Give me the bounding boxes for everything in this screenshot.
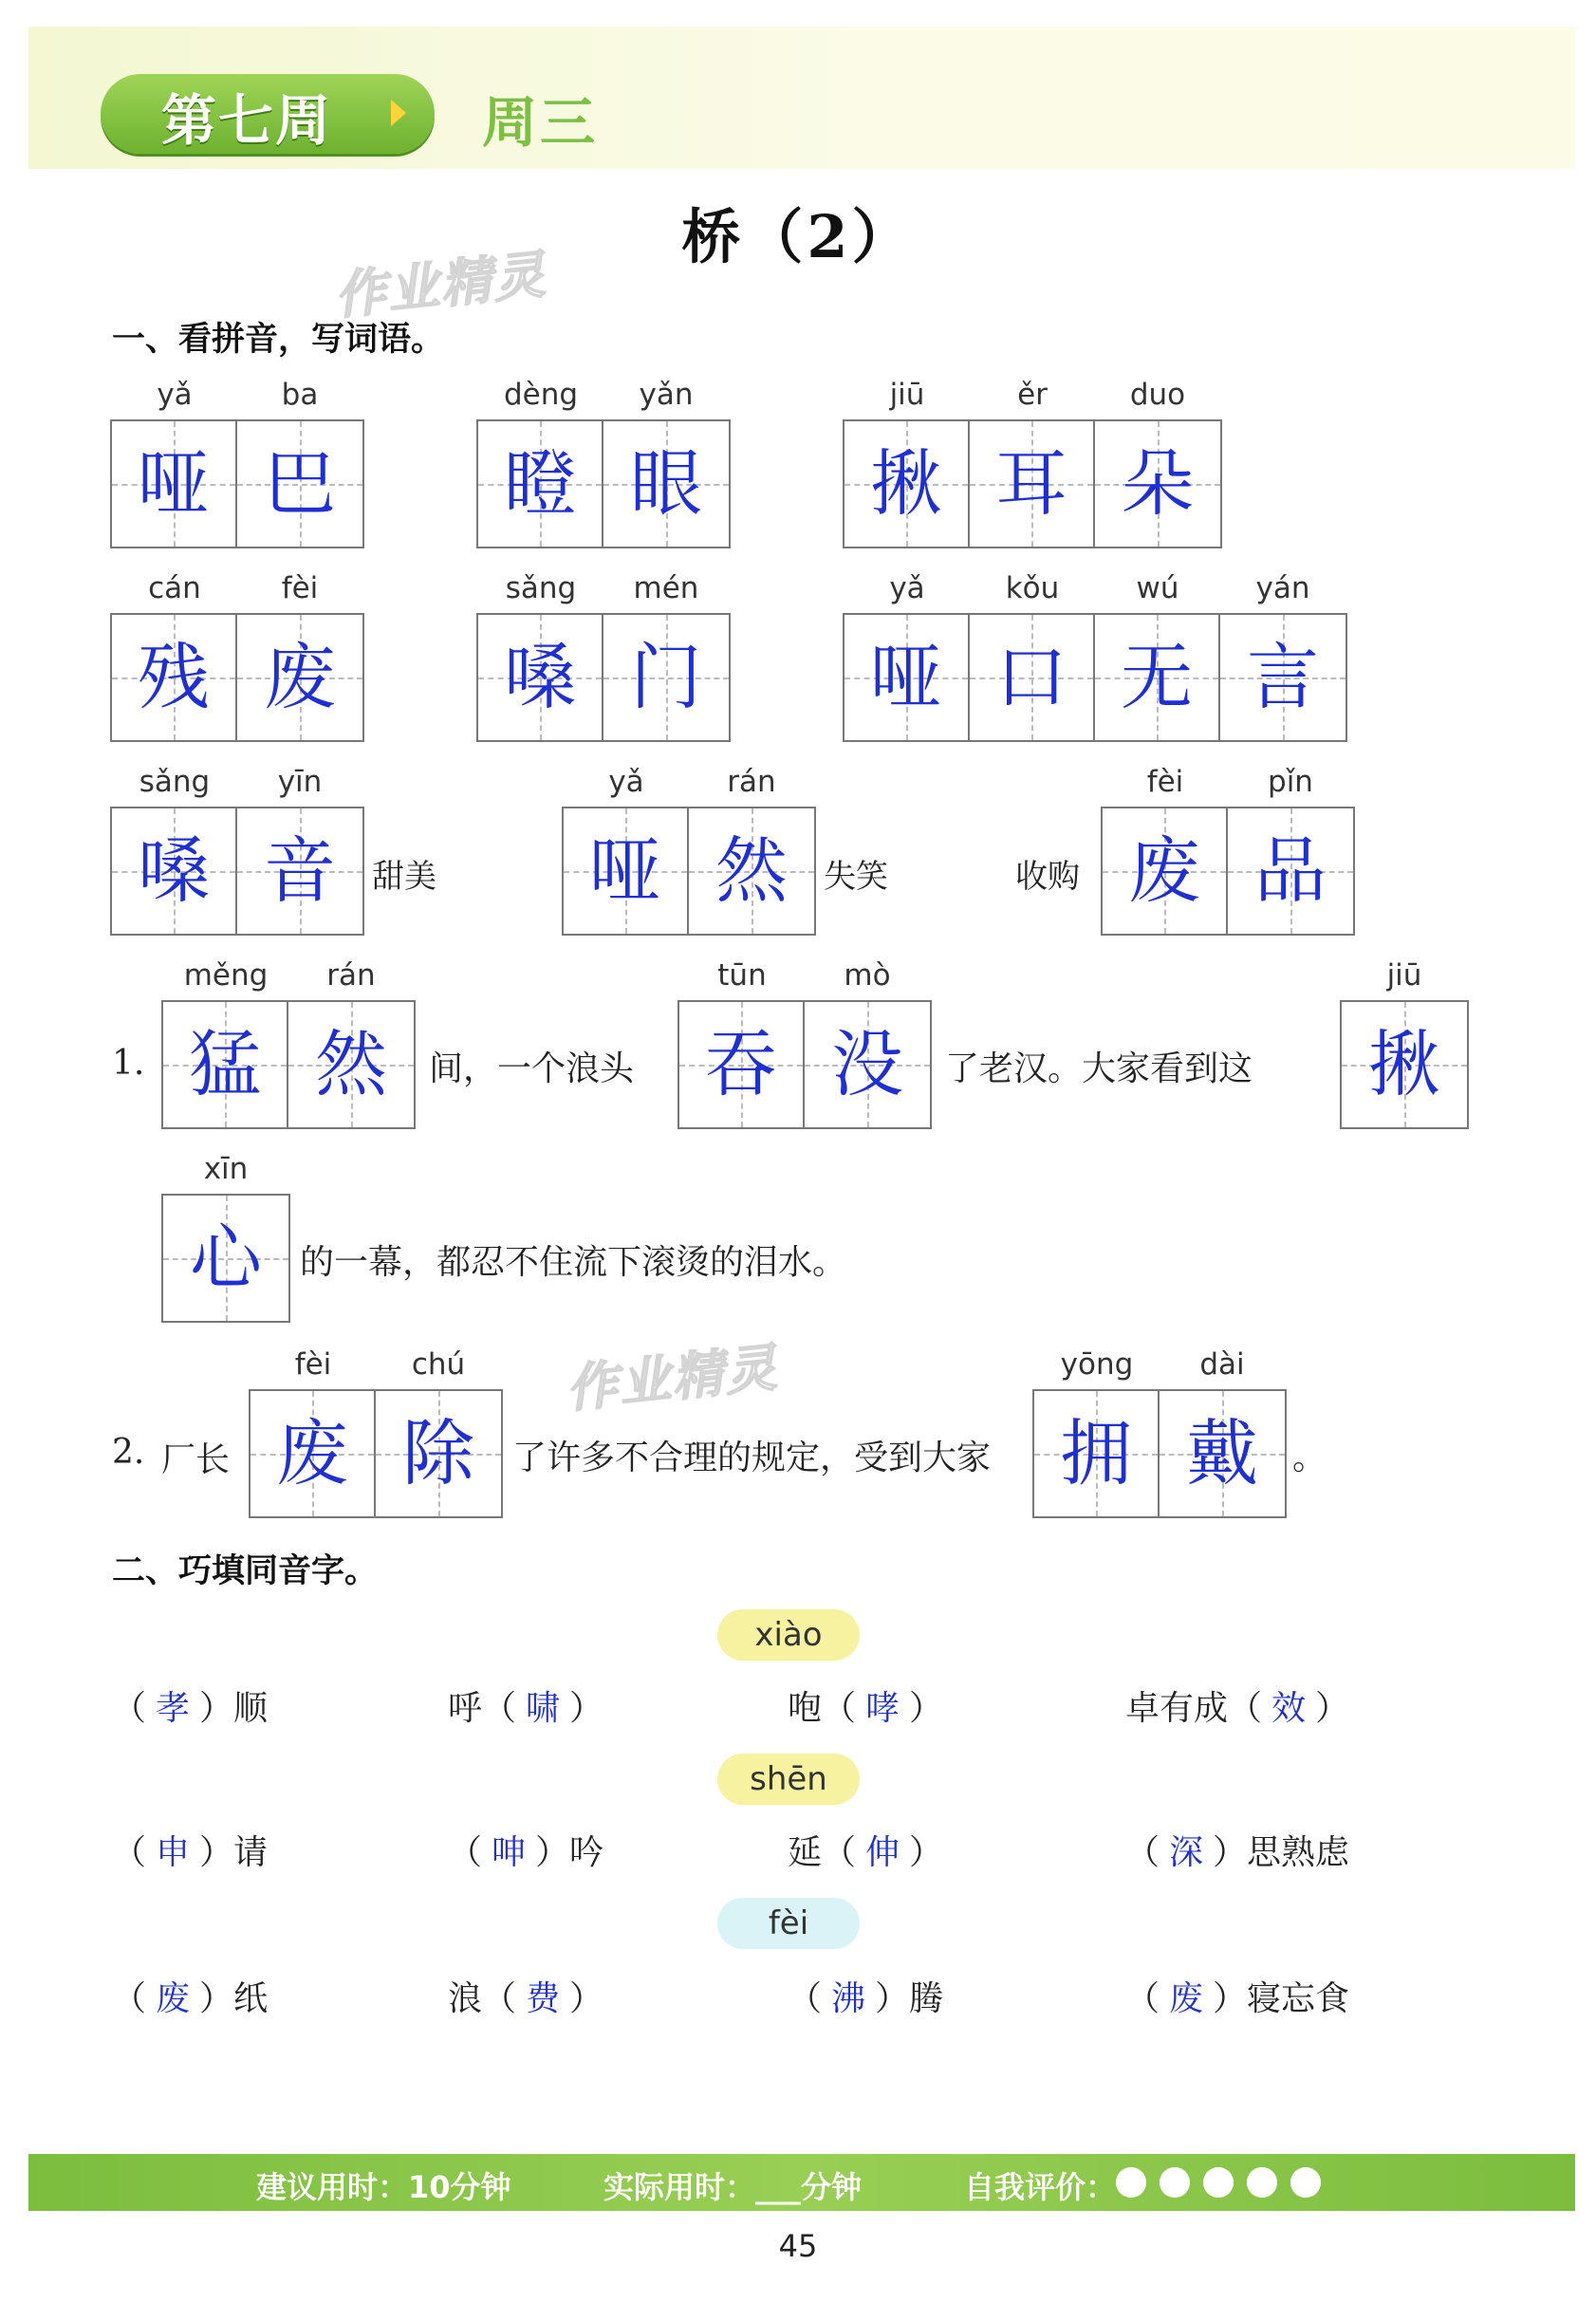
char-cell[interactable]: 废 <box>237 615 362 740</box>
suggested-time: 建议用时：10分钟 <box>256 2169 511 2205</box>
fill-prefix: 延（ <box>788 1833 857 1872</box>
flower-icon[interactable] <box>1290 2167 1321 2198</box>
fill-prefix: （ <box>788 1979 823 2018</box>
char-cell[interactable]: 拥 <box>1034 1391 1160 1516</box>
fill-suffix: ） <box>569 1689 604 1728</box>
pinyin: cán <box>148 571 201 605</box>
fill-suffix: ）吟 <box>535 1833 604 1872</box>
char-cell[interactable]: 除 <box>376 1391 501 1516</box>
pinyin: měng <box>183 958 269 993</box>
pinyin: yǎ <box>157 378 193 412</box>
fill-answer[interactable]: 伸 <box>865 1833 900 1872</box>
char-grid <box>110 613 364 742</box>
day-label: 周三 <box>482 90 599 155</box>
char-cell[interactable]: 残 <box>112 615 237 740</box>
char-cell[interactable]: 耳 <box>970 421 1095 547</box>
char-cell[interactable]: 口 <box>970 615 1095 740</box>
char-grid <box>161 1000 416 1129</box>
sentence-text: 厂长 <box>161 1440 231 1479</box>
fill-suffix: ） <box>909 1833 944 1872</box>
fill-suffix: ） <box>1315 1689 1350 1728</box>
fill-answer[interactable]: 哮 <box>865 1689 900 1728</box>
fill-suffix: ）请 <box>199 1833 269 1872</box>
fill-suffix: ）顺 <box>199 1689 269 1728</box>
char-cell[interactable]: 言 <box>1220 615 1345 740</box>
fill-prefix: 卓有成（ <box>1125 1689 1263 1728</box>
char-grid <box>476 613 731 742</box>
char-cell[interactable]: 吞 <box>679 1002 805 1127</box>
pinyin: yǎn <box>639 378 694 412</box>
char-cell[interactable]: 眼 <box>603 421 729 547</box>
sentence-number: 2. <box>112 1433 145 1472</box>
fill-suffix: ）思熟虑 <box>1213 1833 1350 1872</box>
fill-answer[interactable]: 申 <box>156 1833 191 1872</box>
fill-suffix: ）寝忘食 <box>1213 1979 1350 2018</box>
pinyin: fèi <box>294 1347 332 1382</box>
fill-suffix: ） <box>909 1689 944 1728</box>
fill-prefix: （ <box>112 1979 147 2018</box>
sentence-text: 了许多不合理的规定，受到大家 <box>512 1439 992 1477</box>
rating-flowers[interactable] <box>1116 2167 1321 2198</box>
char-cell[interactable]: 哑 <box>112 421 237 547</box>
fill-item <box>788 1972 943 2020</box>
char-cell[interactable]: 猛 <box>163 1002 288 1127</box>
fill-item <box>1125 1826 1349 1874</box>
fill-answer[interactable]: 深 <box>1169 1833 1204 1872</box>
fill-answer[interactable]: 废 <box>1169 1979 1204 2018</box>
fill-item <box>788 1681 943 1730</box>
pinyin-bubble: fèi <box>717 1898 860 1949</box>
flower-icon[interactable] <box>1247 2167 1277 2198</box>
char-cell[interactable]: 巴 <box>237 421 362 547</box>
fill-item <box>112 1826 268 1874</box>
char-grid <box>677 1000 932 1129</box>
char-cell[interactable]: 哑 <box>564 808 689 934</box>
char-cell[interactable]: 瞪 <box>478 421 603 547</box>
pinyin: mò <box>844 958 891 993</box>
pinyin: duo <box>1129 378 1186 412</box>
char-cell[interactable]: 哑 <box>844 615 970 740</box>
char-cell[interactable]: 揪 <box>844 421 970 547</box>
char-grid <box>110 419 364 548</box>
char-cell[interactable]: 嗓 <box>478 615 603 740</box>
fill-answer[interactable]: 孝 <box>156 1689 191 1728</box>
fill-answer[interactable]: 呻 <box>492 1833 527 1872</box>
pinyin: sǎng <box>139 765 211 799</box>
fill-answer[interactable]: 费 <box>526 1979 561 2018</box>
char-cell[interactable]: 朵 <box>1095 421 1220 547</box>
fill-prefix: 浪（ <box>448 1979 517 2018</box>
fill-item <box>112 1972 268 2020</box>
char-grid <box>1340 1000 1469 1129</box>
pinyin: yīn <box>277 765 323 799</box>
fill-prefix: 呼（ <box>448 1689 517 1728</box>
pinyin: mén <box>633 571 699 605</box>
fill-item <box>788 1826 943 1874</box>
char-cell[interactable]: 废 <box>1103 808 1228 934</box>
char-grid <box>110 807 364 936</box>
pinyin: yǎ <box>889 571 925 605</box>
char-cell[interactable]: 戴 <box>1160 1391 1285 1516</box>
fill-answer[interactable]: 效 <box>1271 1689 1307 1728</box>
char-cell[interactable]: 废 <box>251 1391 376 1516</box>
char-cell[interactable]: 没 <box>805 1002 930 1127</box>
fill-item <box>448 1826 603 1874</box>
char-grid <box>249 1389 503 1518</box>
char-cell[interactable]: 然 <box>689 808 814 934</box>
fill-item <box>112 1681 268 1730</box>
char-cell[interactable]: 无 <box>1095 615 1220 740</box>
char-grid <box>1032 1389 1287 1518</box>
pinyin: jiū <box>1386 958 1422 993</box>
week-label: 第七周 <box>161 88 333 153</box>
char-grid <box>161 1194 290 1323</box>
pinyin-bubble: xiào <box>717 1609 860 1661</box>
pinyin: dèng <box>503 378 579 412</box>
char-cell[interactable]: 门 <box>603 615 729 740</box>
fill-item <box>1125 1681 1349 1730</box>
actual-time: 实际用时：___分钟 <box>603 2169 863 2205</box>
fill-prefix: 咆（ <box>788 1689 857 1728</box>
sentence-text: 了老汉。大家看到这 <box>945 1049 1253 1088</box>
pinyin: xīn <box>203 1152 249 1186</box>
flower-icon[interactable] <box>1116 2167 1146 2198</box>
pinyin: chú <box>411 1347 466 1382</box>
watermark-logo: 作业精灵 <box>563 1337 782 1420</box>
pinyin: fèi <box>281 571 319 605</box>
sentence-text: 。 <box>1292 1439 1327 1477</box>
pinyin: ěr <box>1017 378 1048 412</box>
section-heading: 二、巧填同音字。 <box>112 1552 379 1590</box>
arrow-right-icon <box>391 100 406 126</box>
flower-icon[interactable] <box>1203 2167 1234 2198</box>
char-grid <box>843 419 1222 548</box>
sentence-number: 1. <box>112 1044 145 1083</box>
word-prefix: 收购 <box>1015 858 1080 896</box>
char-grid <box>843 613 1347 742</box>
sentence-text: 间，一个浪头 <box>429 1049 635 1088</box>
fill-answer[interactable]: 沸 <box>831 1979 866 2018</box>
char-grid <box>476 419 731 548</box>
fill-suffix: ）纸 <box>199 1979 269 2018</box>
fill-prefix: （ <box>112 1689 147 1728</box>
fill-item <box>448 1972 603 2020</box>
self-evaluation-label: 自我评价： <box>964 2169 1117 2205</box>
pinyin: sǎng <box>505 571 577 605</box>
fill-prefix: （ <box>112 1833 147 1872</box>
char-cell[interactable]: 音 <box>237 808 362 934</box>
fill-prefix: （ <box>1125 1833 1160 1872</box>
pinyin: rán <box>326 958 376 993</box>
char-cell[interactable]: 揪 <box>1342 1002 1467 1127</box>
pinyin: ba <box>281 378 319 412</box>
fill-prefix: （ <box>448 1833 483 1872</box>
pinyin: yǎ <box>608 765 644 799</box>
fill-suffix: ） <box>569 1979 604 2018</box>
pinyin: fèi <box>1146 765 1184 799</box>
char-cell[interactable]: 然 <box>288 1002 414 1127</box>
pinyin: tūn <box>717 958 767 993</box>
fill-suffix: ）腾 <box>875 1979 944 2018</box>
sentence-text: 的一幕，都忍不住流下滚烫的泪水。 <box>300 1243 847 1282</box>
word-suffix: 甜美 <box>372 858 436 896</box>
word-suffix: 失笑 <box>824 858 888 896</box>
pinyin: kǒu <box>1005 571 1060 605</box>
pinyin: pǐn <box>1268 765 1313 799</box>
section-heading: 一、看拼音，写词语。 <box>112 321 445 359</box>
fill-prefix: （ <box>1125 1979 1160 2018</box>
char-grid <box>562 807 816 936</box>
char-cell[interactable]: 嗓 <box>112 808 237 934</box>
char-cell[interactable]: 心 <box>163 1196 288 1321</box>
char-cell[interactable]: 品 <box>1228 808 1353 934</box>
fill-answer[interactable]: 啸 <box>526 1689 561 1728</box>
pinyin: yán <box>1255 571 1310 605</box>
pinyin: yōng <box>1060 1347 1134 1382</box>
pinyin: rán <box>727 765 776 799</box>
page-number: 45 <box>778 2228 818 2264</box>
pinyin: dài <box>1199 1347 1245 1382</box>
fill-item <box>1125 1972 1349 2020</box>
pinyin-bubble: shēn <box>717 1754 860 1805</box>
pinyin: wú <box>1136 571 1179 605</box>
flower-icon[interactable] <box>1160 2167 1190 2198</box>
char-grid <box>1101 807 1355 936</box>
lesson-title: 桥（2） <box>681 202 915 271</box>
fill-item <box>448 1681 603 1730</box>
fill-answer[interactable]: 废 <box>156 1979 191 2018</box>
watermark-logo: 作业精灵 <box>331 244 550 326</box>
pinyin: jiū <box>889 378 925 412</box>
